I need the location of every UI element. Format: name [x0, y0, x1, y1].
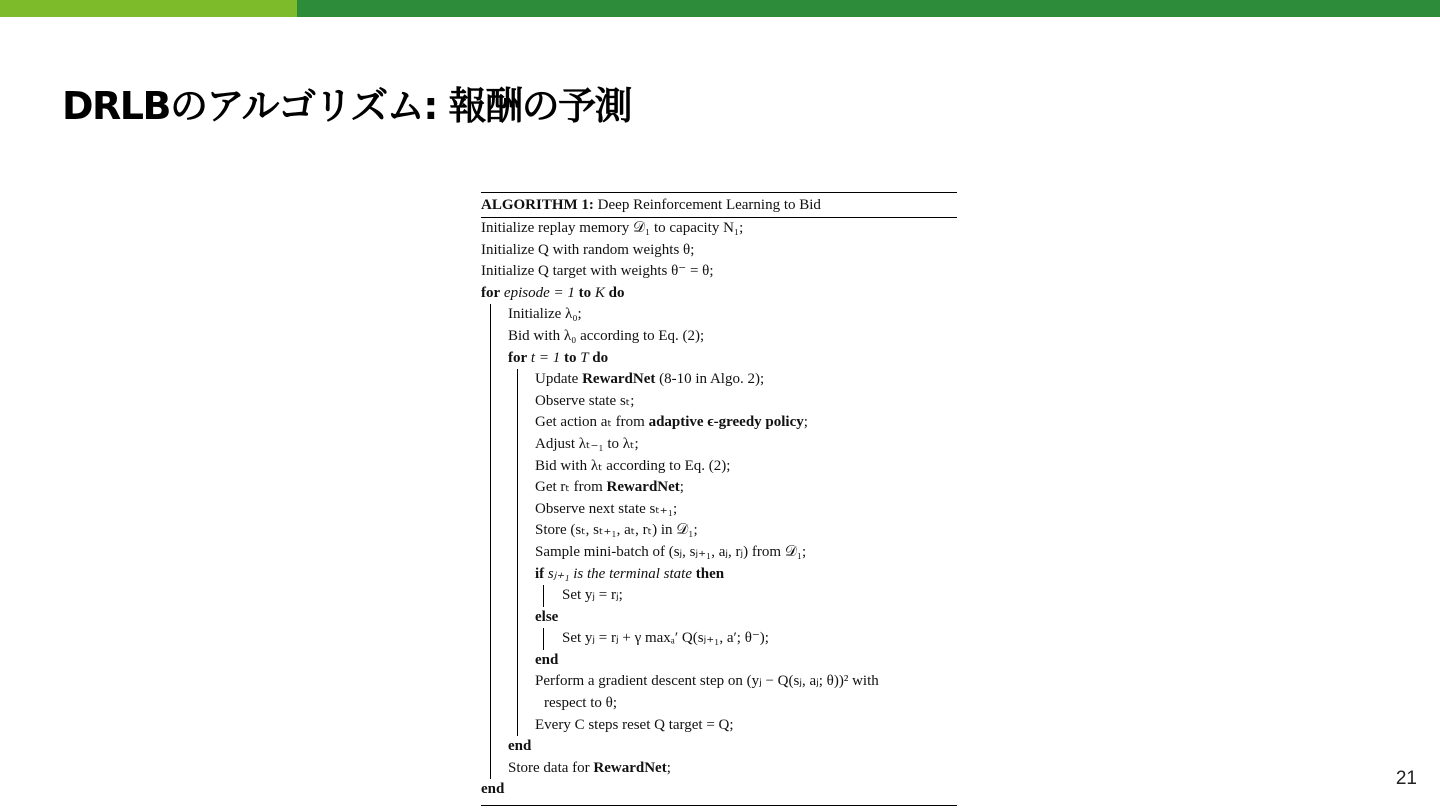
loop-expr: t = 1 [530, 349, 561, 366]
top-bar-light-segment [0, 0, 297, 17]
episode-block [490, 304, 957, 779]
algo-line: Initialize λ₀; [508, 306, 582, 323]
if-line [535, 564, 957, 586]
loop-bound: K [594, 284, 605, 301]
keyword-end: end [508, 738, 532, 755]
algo-line: Initialize Q target with weights θ⁻ = θ; [481, 263, 714, 280]
algo-line: Bid with λₜ according to Eq. (2); [535, 457, 731, 474]
loop-expr: episode = 1 [503, 284, 575, 301]
keyword-to: to [578, 284, 592, 301]
text-part: ; [666, 759, 671, 776]
t-block [517, 369, 957, 736]
algo-line [508, 758, 957, 780]
else-block [543, 628, 957, 650]
algo-line-continued: respect to θ; [544, 695, 617, 712]
then-block [543, 585, 957, 607]
text-part: Get action aₜ from [535, 414, 645, 431]
top-bar-dark-segment [297, 0, 1440, 17]
top-accent-bar [0, 0, 1440, 17]
keyword-else: else [535, 608, 559, 625]
keyword-do: do [592, 349, 609, 366]
algorithm-header [481, 193, 957, 217]
keyword-if: if [535, 565, 545, 582]
algorithm-label: ALGORITHM 1: [481, 197, 594, 213]
text-part: Get rₜ from [535, 479, 603, 496]
keyword-end: end [481, 781, 505, 798]
algo-line: Observe next state sₜ₊₁; [535, 500, 678, 517]
rewardnet-term: RewardNet [593, 759, 667, 776]
keyword-then: then [695, 565, 725, 582]
algo-line: Every C steps reset Q target = Q; [535, 716, 734, 733]
algo-line: Initialize replay memory 𝒟₁ to capacity N₁; [481, 220, 744, 236]
text-part: ; [803, 414, 808, 431]
algo-line: Observe state sₜ; [535, 392, 635, 409]
page-number: 21 [1395, 768, 1417, 789]
algo-line [535, 412, 957, 434]
keyword-to: to [563, 349, 577, 366]
text-part: Update [535, 371, 579, 388]
algo-line: Set yⱼ = rⱼ + γ maxₐ′ Q(sⱼ₊₁, a′; θ⁻); [562, 630, 769, 647]
rewardnet-term: RewardNet [582, 371, 656, 388]
bottom-rule [481, 805, 957, 806]
algo-line [535, 369, 957, 391]
algorithm-box [481, 192, 957, 806]
for-episode-line [481, 283, 957, 305]
text-part: (8-10 in Algo. 2); [659, 371, 765, 388]
loop-bound: T [580, 349, 589, 366]
text-part: ; [679, 479, 684, 496]
algo-line: Store (sₜ, sₜ₊₁, aₜ, rₜ) in 𝒟₁; [535, 522, 698, 539]
keyword-end: end [535, 651, 559, 668]
if-condition: sⱼ₊₁ is the terminal state [547, 565, 693, 582]
keyword-for: for [508, 349, 528, 366]
algo-line: Adjust λₜ₋₁ to λₜ; [535, 435, 639, 452]
algo-line: Sample mini-batch of (sⱼ, sⱼ₊₁, aⱼ, rⱼ) from 𝒟₁; [535, 543, 807, 560]
keyword-do: do [608, 284, 625, 301]
for-t-line [508, 348, 957, 370]
rewardnet-term: RewardNet [606, 479, 680, 496]
text-part: Store data for [508, 759, 590, 776]
policy-term: adaptive ϵ-greedy policy [648, 414, 804, 431]
algo-line: Initialize Q with random weights θ; [481, 241, 695, 258]
algo-line: Perform a gradient descent step on (yⱼ − Q(sⱼ, aⱼ; θ))² with [535, 673, 879, 690]
algo-line: Set yⱼ = rⱼ; [562, 587, 623, 604]
algorithm-title: Deep Reinforcement Learning to Bid [597, 197, 821, 213]
algo-line [535, 477, 957, 499]
algo-line: Bid with λ₀ according to Eq. (2); [508, 327, 705, 344]
keyword-for: for [481, 284, 501, 301]
slide-title: DRLBのアルゴリズム: 報酬の予測 [62, 84, 632, 128]
